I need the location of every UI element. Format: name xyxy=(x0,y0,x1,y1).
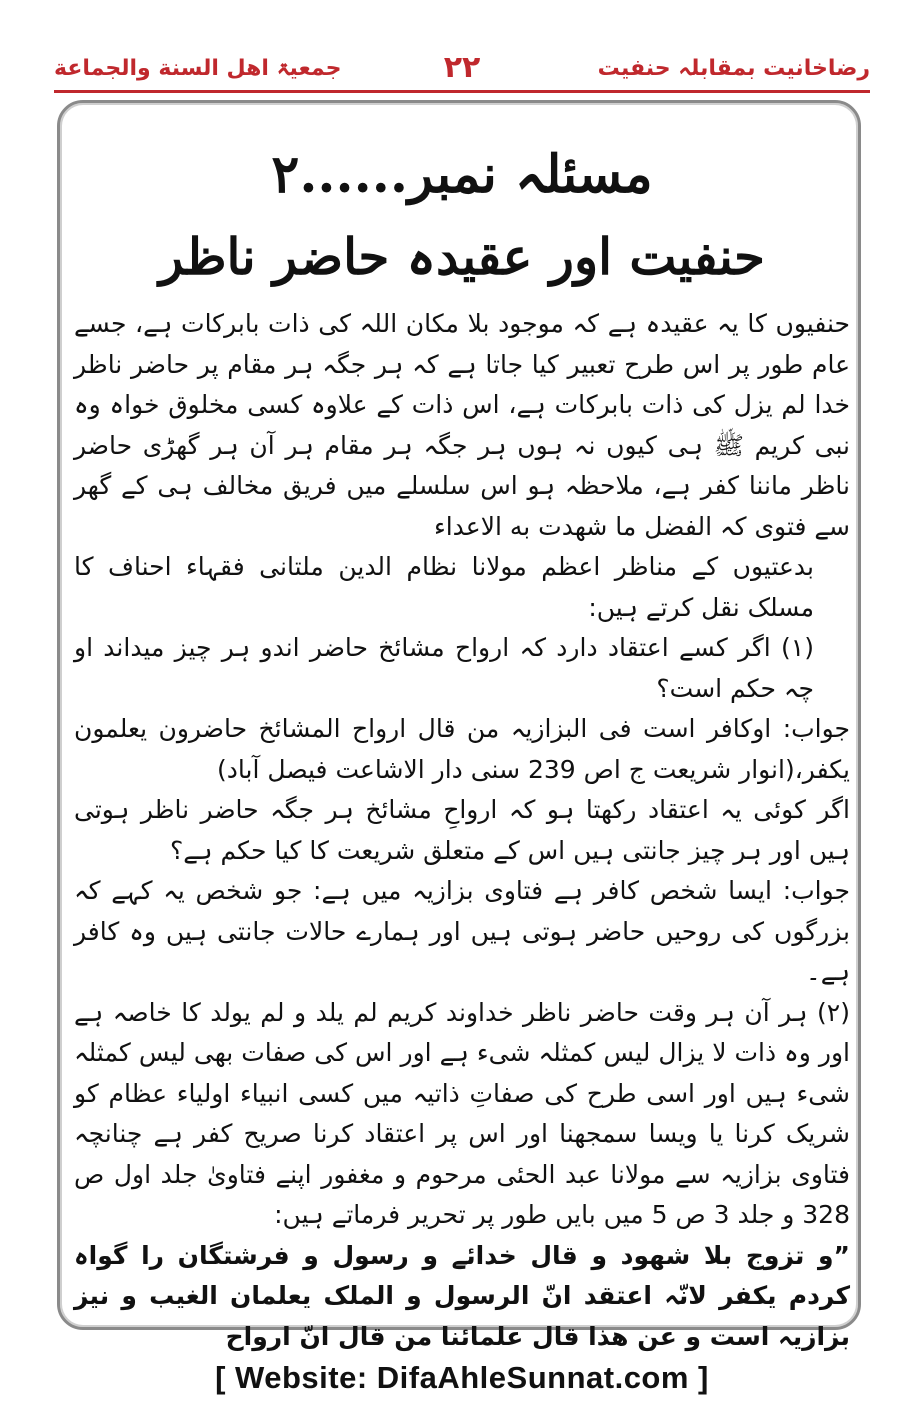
paragraph-translation-answer: جواب: ایسا شخص کافر ہے فتاوی بزازیہ میں ہے: جو شخص یہ کہے کہ بزرگوں کی روحیں حاضر ہوتی ہیں اور ہمارے حالات جانتی ہیں وہ کافر ہے۔ xyxy=(74,876,850,986)
paragraph-intro: حنفیوں کا یہ عقیدہ ہے کہ موجود بلا مکان اللہ کی ذات بابرکات ہے، جسے عام طور پر اس طرح تعبیر کیا جاتا ہے کہ ہر جگہ ہر مقام پر حاضر ناظر خدا لم یزل کی ذات بابرکات ہے، اس ذات کے علاوہ کسی مخلوق خواہ وہ نبی کریم ﷺ ہی کیوں نہ ہوں ہر جگہ ہر مقام ہر آن ہر گھڑی حاضر ناظر ماننا کفر ہے، ملاحظہ ہو اس سلسلے میں فریق مخالف ہی کے گھر سے فتوی کہ الفضل ما شهدت به الاعداء xyxy=(74,309,851,541)
website-footer: [ Website: DifaAhleSunnat.com ] xyxy=(215,1360,709,1395)
paragraph-answer-1: جواب: اوکافر است فی البزازیہ من قال ارواح المشائخ حاضرون یعلمون یکفر،(انوار شریعت ج اص 239 سنی دار الاشاعت فیصل آباد) xyxy=(74,714,850,784)
issue-subtitle: حنفیت اور عقیدہ حاضر ناظر xyxy=(159,227,765,286)
paragraph-point-2: (۲) ہر آن ہر وقت حاضر ناظر خداوند کریم لم یلد و لم یولد کا خاصہ ہے اور وہ ذات لا یزال لیس کمثلہ شیء ہے اور اس کی صفات بھی لیس کمثلہ شیء ہیں اور اسی طرح کی صفاتِ ذاتیہ میں کسی انبیاء اولیاء عظام کو شریک کرنا یا ویسا سمجھنا اور اس پر اعتقاد کرنا صریح کفر ہے چنانچہ فتاوی بزازیہ سے مولانا عبد الحئی مرحوم و مغفور اپنے فتاویٰ جلد اول ص 328 و جلد 3 ص 5 میں بایں طور پر تحریر فرماتے ہیں: xyxy=(74,997,850,1229)
paragraph-quote: ”و تزوج بلا شهود و قال خدائے و رسول و فرشتگان را گواہ کردم یکفر لانّہ اعتقد انّ الرسول و الملک یعلمان الغیب و نیز بزازیہ است و عن هذا قال علمائنا من قال انّ ارواح xyxy=(74,1240,850,1351)
header-divider xyxy=(54,90,870,93)
publisher-name: جمعیۃ اهل السنة والجماعة xyxy=(54,56,342,81)
paragraph-quote-intro: بدعتیوں کے مناظر اعظم مولانا نظام الدین ملتانی فقہاء احناف کا مسلک نقل کرتے ہیں: xyxy=(74,552,814,622)
issue-title: مسئلہ نمبر......۲ xyxy=(271,144,653,205)
paragraph-translation-question: اگر کوئی یہ اعتقاد رکھتا ہو کہ ارواحِ مشائخ ہر جگہ حاضر ناظر ہوتی ہیں اور ہر چیز جانتی ہیں اس کے متعلق شریعت کا کیا حکم ہے؟ xyxy=(74,795,850,865)
paragraph-question-1: (۱) اگر کسے اعتقاد دارد کہ ارواح مشائخ حاضر اندو ہر چیز میداند او چہ حکم است؟ xyxy=(74,633,814,703)
page-content xyxy=(74,130,851,1351)
page-number: ۲۲ xyxy=(443,50,481,85)
book-title: رضاخانیت بمقابلہ حنفیت xyxy=(597,56,870,81)
page-header xyxy=(0,50,924,90)
